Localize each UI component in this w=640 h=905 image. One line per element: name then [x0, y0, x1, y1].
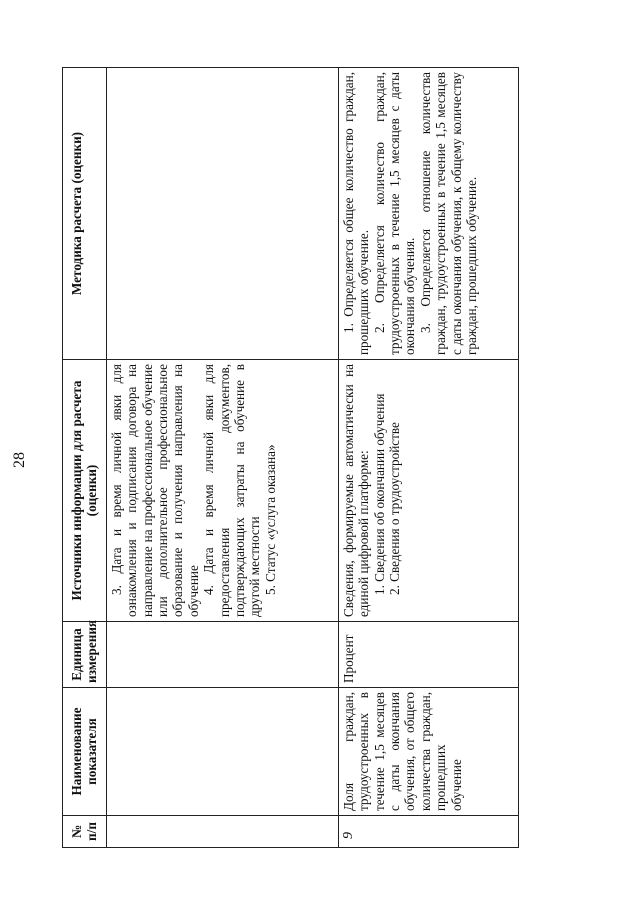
row2-name: Доля граждан, трудоустроенных в течение 1,5 месяцев с даты окончания обучения, от общего количества граждан, прошедших обучение	[338, 688, 518, 816]
row2-unit: Процент	[338, 622, 518, 688]
row2-method	[338, 68, 518, 360]
row2-method-1: 1. Определяется общее количество граждан, прошедших обучение.	[340, 72, 372, 355]
table-row	[338, 68, 518, 848]
row2-num: 9	[338, 816, 518, 848]
row2-source-3: 2. Сведения о трудоустройстве	[387, 422, 403, 595]
row1-method	[106, 68, 338, 360]
row1-sources	[106, 360, 338, 622]
header-num: № п/п	[63, 816, 107, 848]
row1-source-2: 4. Дата и время личной явки для предоставления документов, подтверждающих затраты на обучение в другой местности	[201, 364, 263, 617]
row1-name	[106, 688, 338, 816]
indicator-table	[62, 67, 519, 848]
page-number: 28	[11, 452, 28, 468]
row2-method-2: 2. Определяется количество граждан, трудоустроенных в течение 1,5 месяцев с даты окончания обучения.	[371, 72, 418, 355]
indicator-table-wrapper	[62, 68, 540, 848]
row1-unit	[106, 622, 338, 688]
header-sources: Источники информации для расчета (оценки)	[63, 360, 107, 622]
header-unit: Единица измерения	[63, 622, 107, 688]
row2-method-3: 3. Определяется отношение количества граждан, трудоустроенных в течение 1,5 месяцев с даты окончания обучения, к общему количеству граждан, прошедших обучение.	[417, 72, 480, 355]
header-name: Наименование показателя	[63, 688, 107, 816]
table-header-row	[63, 68, 107, 848]
row1-num	[106, 816, 338, 848]
row1-source-3: 5. Статус «услуга оказана»	[262, 444, 278, 595]
header-method: Методика расчета (оценки)	[63, 68, 107, 360]
row2-source-2: 1. Сведения об окончании обучения	[371, 393, 387, 595]
table-row	[106, 68, 338, 848]
row2-source-1: Сведения, формируемые автоматически на единой цифровой платформе:	[340, 364, 372, 617]
row2-sources	[338, 360, 518, 622]
row1-source-1: 3. Дата и время личной явки для ознакомления и подписания договора на направление на профессиональное обучение или дополнительное профессиональное образование и получения направления на обучение	[108, 364, 201, 617]
